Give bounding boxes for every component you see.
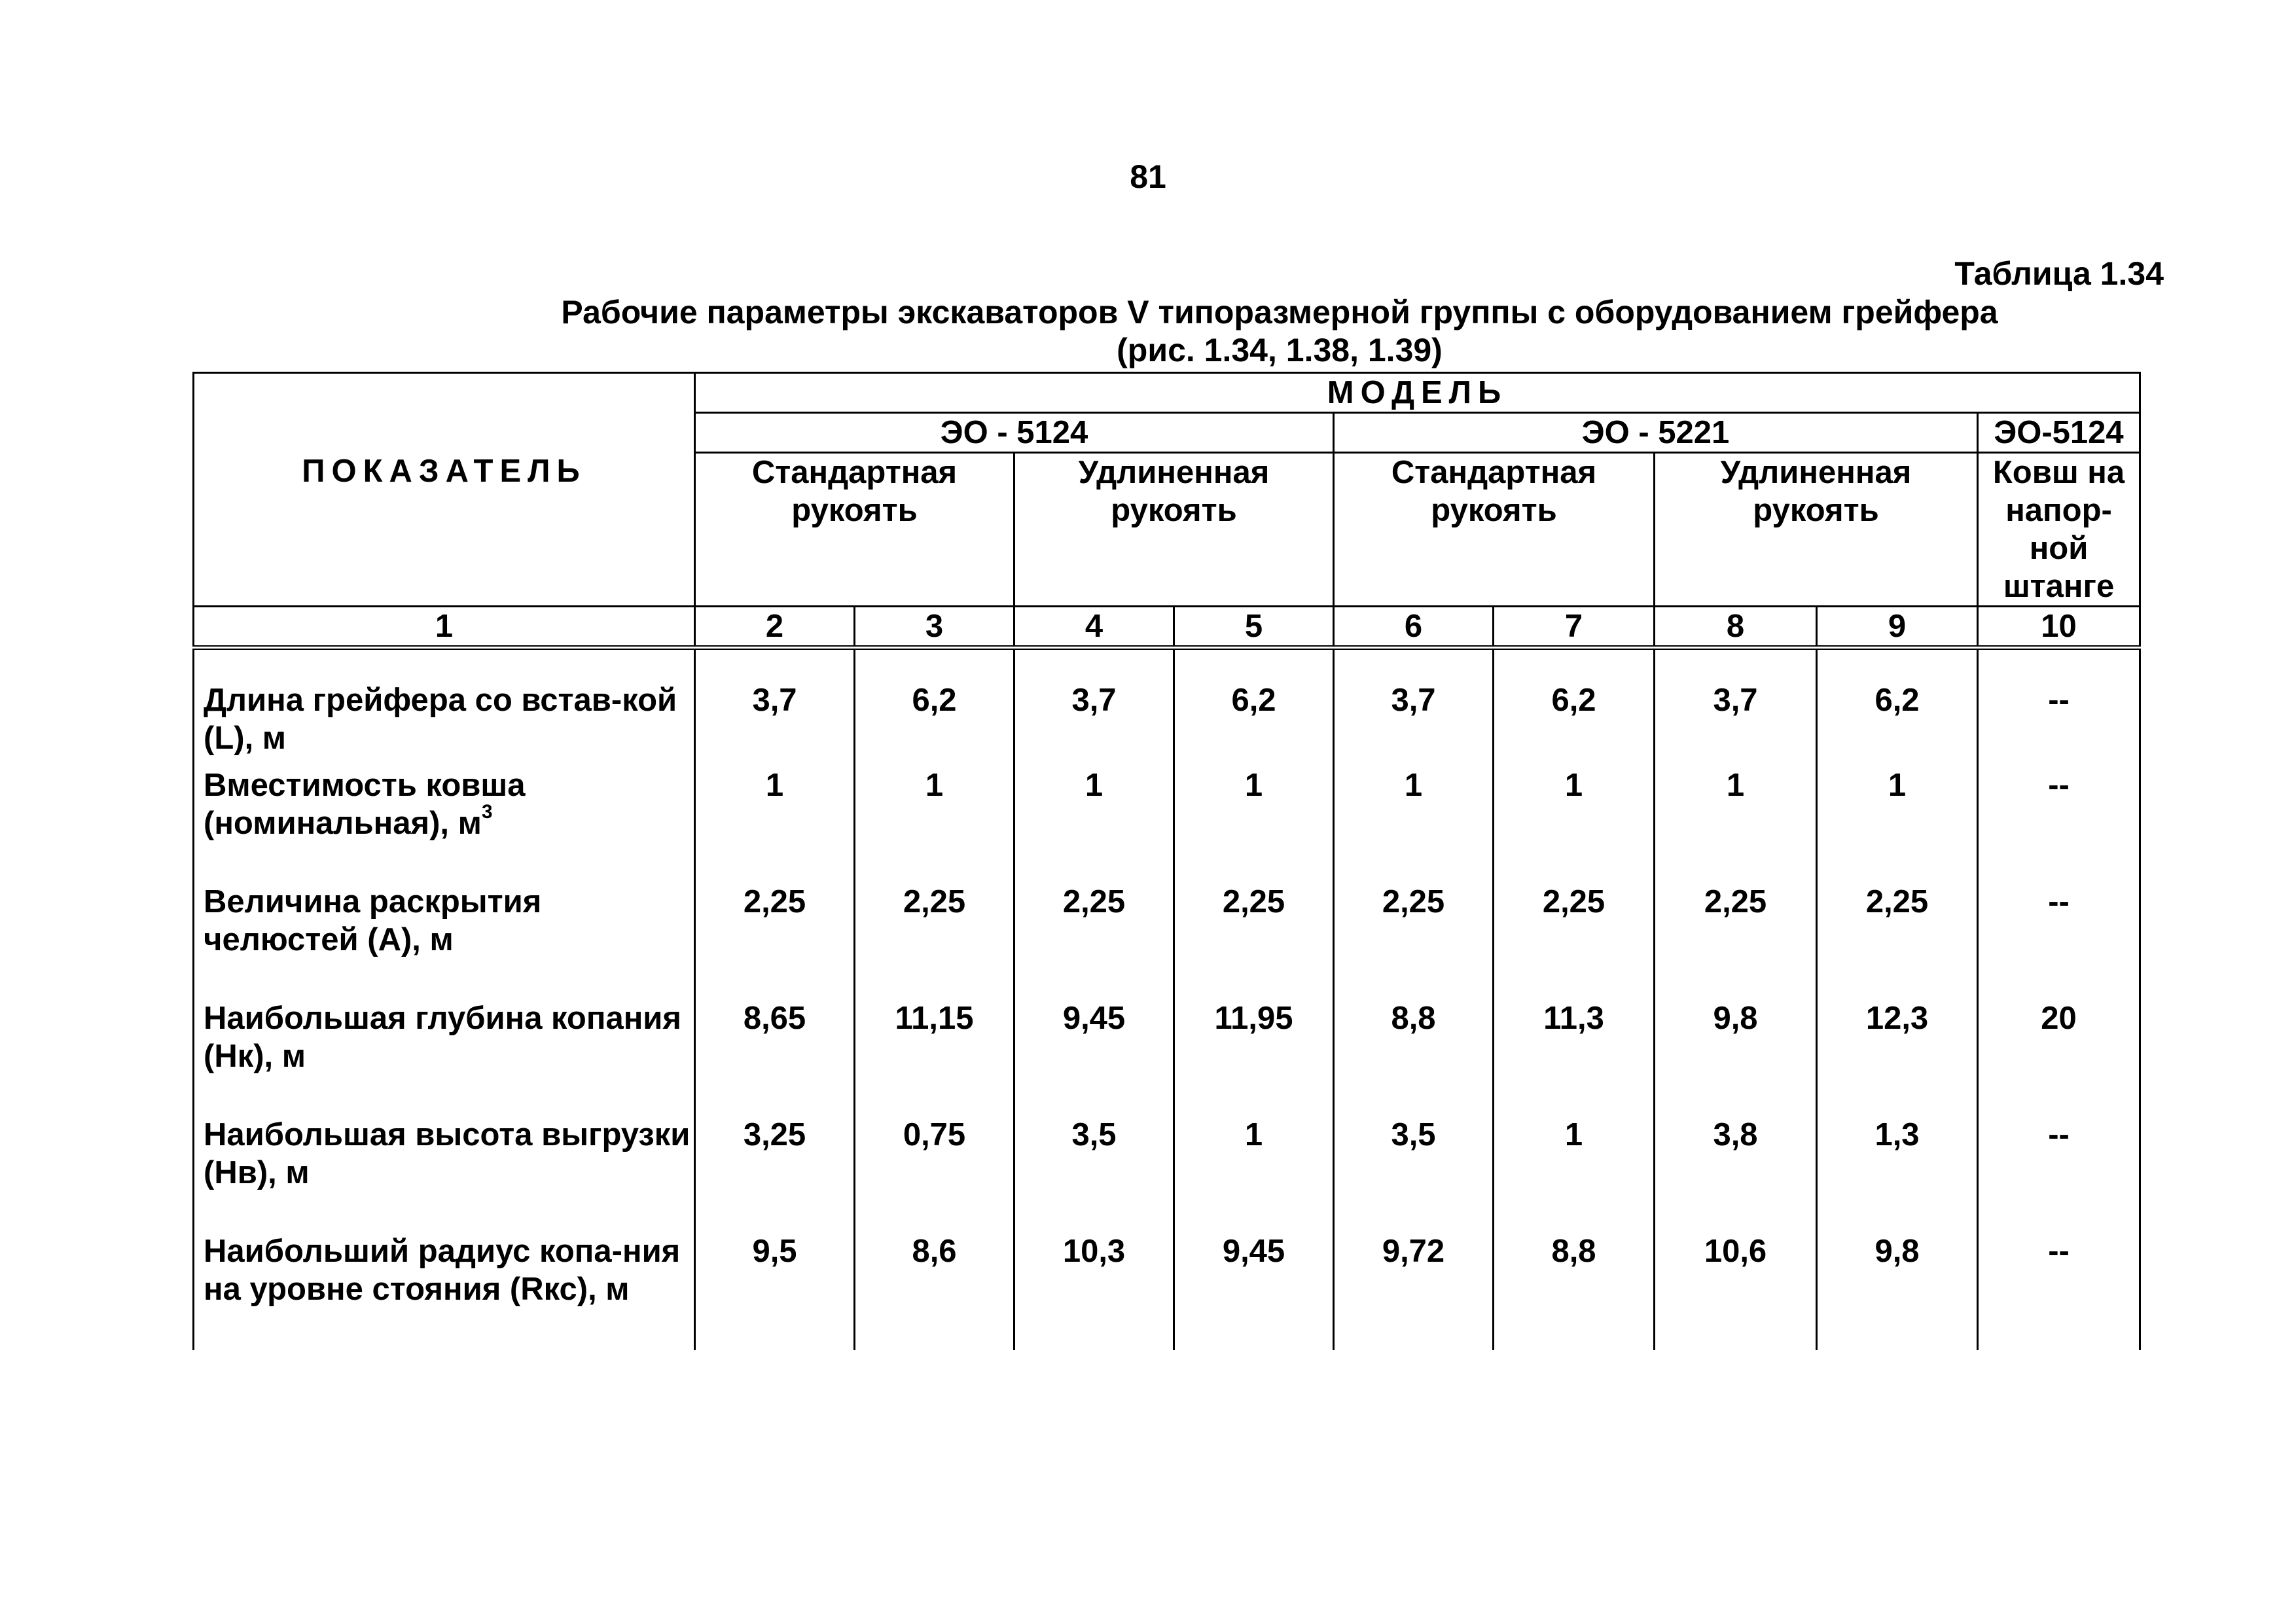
cell-value: 1 — [1014, 766, 1174, 883]
row-label: Наибольшая глубина копания (Нк), м — [194, 999, 695, 1116]
cell-value: 11,15 — [855, 999, 1014, 1116]
cell-value: 9,5 — [695, 1232, 855, 1350]
cell-value: 3,5 — [1014, 1116, 1174, 1232]
cell-value: 10,3 — [1014, 1232, 1174, 1350]
cell-value: 9,45 — [1014, 999, 1174, 1116]
header-model-eo5221: ЭО - 5221 — [1334, 413, 1978, 453]
cell-value: 3,25 — [695, 1116, 855, 1232]
cell-value: 1 — [1334, 766, 1494, 883]
column-number: 8 — [1655, 607, 1817, 648]
table-row — [194, 1232, 2140, 1350]
cell-value: 3,8 — [1655, 1116, 1817, 1232]
column-number: 3 — [855, 607, 1014, 648]
cell-value: -- — [1978, 766, 2140, 883]
cell-value: 1,3 — [1817, 1116, 1978, 1232]
header-handle: Стандартная рукоять — [1334, 453, 1655, 607]
cell-value: 8,8 — [1494, 1232, 1655, 1350]
column-number: 9 — [1817, 607, 1978, 648]
header-model-eo5124: ЭО - 5124 — [695, 413, 1334, 453]
cell-value: -- — [1978, 1232, 2140, 1350]
column-number: 2 — [695, 607, 855, 648]
cell-value: 9,45 — [1174, 1232, 1334, 1350]
header-handle: Удлиненная рукоять — [1655, 453, 1978, 607]
cell-value: 12,3 — [1817, 999, 1978, 1116]
cell-value: 3,7 — [1655, 648, 1817, 767]
cell-value: 11,95 — [1174, 999, 1334, 1116]
cell-value: 1 — [855, 766, 1014, 883]
page-number: 81 — [1130, 158, 1166, 195]
column-number: 6 — [1334, 607, 1494, 648]
cell-value: -- — [1978, 1116, 2140, 1232]
header-model-eo5124-bucket: ЭО-5124 — [1978, 413, 2140, 453]
cell-value: 1 — [1817, 766, 1978, 883]
parameters-table — [192, 372, 2141, 1350]
cell-value: 6,2 — [1174, 648, 1334, 767]
cell-value: 10,6 — [1655, 1232, 1817, 1350]
cell-value: 8,65 — [695, 999, 855, 1116]
row-label: Длина грейфера со встав-кой (L), м — [194, 648, 695, 767]
cell-value: 1 — [1494, 766, 1655, 883]
cell-value: 3,7 — [1014, 648, 1174, 767]
table-title-line1: Рабочие параметры экскаваторов V типоразмерной группы с оборудованием грейфера — [561, 294, 1998, 330]
table-row — [194, 766, 2140, 883]
column-number: 5 — [1174, 607, 1334, 648]
row-label: Наибольшая высота выгрузки (Нв), м — [194, 1116, 695, 1232]
cell-value: 6,2 — [855, 648, 1014, 767]
row-label: Наибольший радиус копа-ния на уровне стояния (Rкс), м — [194, 1232, 695, 1350]
cell-value: 2,25 — [1817, 883, 1978, 999]
table-title-line2: (рис. 1.34, 1.38, 1.39) — [1117, 332, 1443, 368]
row-label — [194, 766, 695, 883]
cell-value: 3,7 — [695, 648, 855, 767]
cell-value: 3,5 — [1334, 1116, 1494, 1232]
cell-value: 3,7 — [1334, 648, 1494, 767]
header-handle: Стандартная рукоять — [695, 453, 1014, 607]
cell-value: 2,25 — [1014, 883, 1174, 999]
cell-value: 2,25 — [1174, 883, 1334, 999]
unit-superscript: 3 — [481, 801, 493, 823]
cell-value: 9,8 — [1655, 999, 1817, 1116]
cell-value: 11,3 — [1494, 999, 1655, 1116]
header-indicator: ПОКАЗАТЕЛЬ — [194, 373, 695, 607]
column-number: 10 — [1978, 607, 2140, 648]
column-number: 4 — [1014, 607, 1174, 648]
cell-value: 2,25 — [1334, 883, 1494, 999]
cell-value: -- — [1978, 883, 2140, 999]
cell-value: 1 — [1494, 1116, 1655, 1232]
cell-value: 9,8 — [1817, 1232, 1978, 1350]
cell-value: 8,8 — [1334, 999, 1494, 1116]
cell-value: 1 — [1655, 766, 1817, 883]
header-bucket: Ковш на напор-ной штанге — [1978, 453, 2140, 607]
table-title — [543, 293, 2016, 369]
header-handle: Удлиненная рукоять — [1014, 453, 1334, 607]
row-label: Величина раскрытия челюстей (А), м — [194, 883, 695, 999]
table-row — [194, 999, 2140, 1116]
cell-value: 2,25 — [855, 883, 1014, 999]
column-number: 1 — [194, 607, 695, 648]
row-label-text: Вместимость ковша (номинальная), м — [204, 768, 526, 841]
table-row — [194, 648, 2140, 767]
cell-value: 20 — [1978, 999, 2140, 1116]
cell-value: 0,75 — [855, 1116, 1014, 1232]
cell-value: 1 — [1174, 1116, 1334, 1232]
column-numbers-row — [194, 607, 2140, 648]
cell-value: 2,25 — [1494, 883, 1655, 999]
cell-value: 8,6 — [855, 1232, 1014, 1350]
table-row — [194, 883, 2140, 999]
cell-value: 9,72 — [1334, 1232, 1494, 1350]
cell-value: 2,25 — [695, 883, 855, 999]
header-model: МОДЕЛЬ — [695, 373, 2140, 413]
cell-value: 6,2 — [1817, 648, 1978, 767]
cell-value: 1 — [695, 766, 855, 883]
cell-value: 6,2 — [1494, 648, 1655, 767]
table-row — [194, 1116, 2140, 1232]
column-number: 7 — [1494, 607, 1655, 648]
cell-value: -- — [1978, 648, 2140, 767]
cell-value: 1 — [1174, 766, 1334, 883]
cell-value: 2,25 — [1655, 883, 1817, 999]
table-label: Таблица 1.34 — [1954, 255, 2164, 292]
